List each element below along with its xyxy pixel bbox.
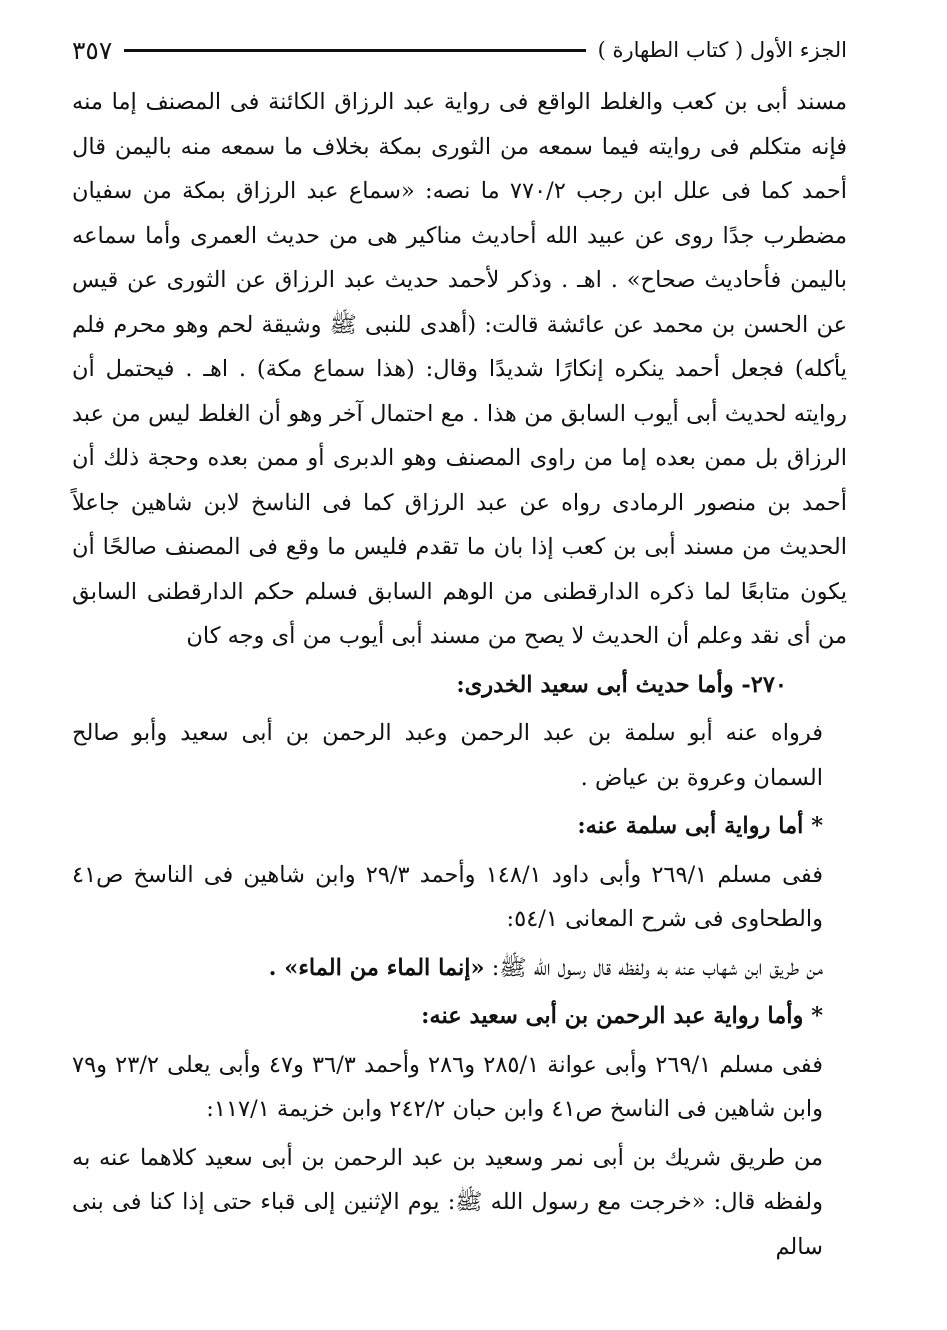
page-number: ٣٥٧ [72,35,113,65]
subheading-abu-salama: * أما رواية أبى سلمة عنه: [577,813,823,839]
section-heading-270: ٢٧٠- وأما حديث أبى سعيد الخدرى: [456,671,787,698]
paragraph-hadith-2: من طريق شريك بن أبى نمر وسعيد بن عبد الرحمن بن أبى سعيد كلاهما عنه به ولفظه قال: «خرجت مع رسول الله ﷺ: يوم الإثنين إلى قباء حتى إذا كنا فى بنى سالم [72,1144,823,1260]
header-title: الجزء الأول ( كتاب الطهارة ) [597,38,847,62]
page-body [72,80,847,1269]
hadith-intro: من طريق ابن شهاب عنه به ولفظه قال رسول الله ﷺ: [491,954,823,981]
paragraph-continuation: مسند أبى بن كعب والغلط الواقع فى رواية عبد الرزاق الكائنة فى المصنف إما منه فإنه متكلم فى روايته فيما سمعه من الثورى بمكة بخلاف ما سمعه منه باليمن قال أحمد كما فى علل ابن رجب ٧٧٠/٢ ما نصه: «سماع عبد الرزاق بمكة من سفيان مضطرب جدًا روى عن عبيد الله أحاديث مناكير هى من حديث العمرى وأما سماعه باليمن فأحاديث صحاح» . اهـ . وذكر لأحمد حديث عبد الرزاق عن الثورى عن قيس عن الحسن بن محمد عن عائشة قالت: (أهدى للنبى ﷺ وشيقة لحم وهو محرم فلم يأكله) فجعل أحمد ينكره إنكارًا شديدًا وقال: (هذا سماع مكة) . اهـ . فيحتمل أن روايته لحديث أبى أيوب السابق من هذا . مع احتمال آخر وهو أن الغلط ليس من عبد الرزاق بل ممن بعده إما من راوى المصنف وهو الدبرى أو ممن بعده وحجة ذلك أن أحمد بن منصور الرمادى رواه عن عبد الرزاق كما فى الناسخ لابن شاهين جاعلاً الحديث من مسند أبى بن كعب إذا بان ما تقدم فليس ما وقع فى المصنف صالحًا أن يكون متابعًا لما ذكره الدارقطنى من الوهم السابق فسلم حكم الدارقطنى السابق من أى نقد وعلم أن الحديث لا يصح من مسند أبى أيوب من أى وجه كان [72,89,847,649]
running-header [72,30,847,70]
hadith-quote: «إنما الماء من الماء» . [268,954,485,981]
paragraph-hadith-text [72,946,847,991]
paragraph-sources-1: ففى مسلم ٢٦٩/١ وأبى داود ١٤٨/١ وأحمد ٢٩/٣ وابن شاهين فى الناسخ ص٤١ والطحاوى فى شرح المعانى ٥٤/١: [72,861,823,932]
header-rule [124,49,585,52]
subheading-abd-al-rahman: * وأما رواية عبد الرحمن بن أبى سعيد عنه: [421,1003,823,1029]
paragraph-sources-2: ففى مسلم ٢٦٩/١ وأبى عوانة ٢٨٥/١ و٢٨٦ وأحمد ٣٦/٣ و٤٧ وأبى يعلى ٢٣/٢ و٧٩ وابن شاهين فى الناسخ ص٤١ وابن حبان ٢٤٢/٢ وابن خزيمة ١١٧/١: [72,1051,823,1122]
paragraph-narrators: فرواه عنه أبو سلمة بن عبد الرحمن وعبد الرحمن بن أبى سعيد وأبو صالح السمان وعروة بن عياض . [72,720,823,791]
